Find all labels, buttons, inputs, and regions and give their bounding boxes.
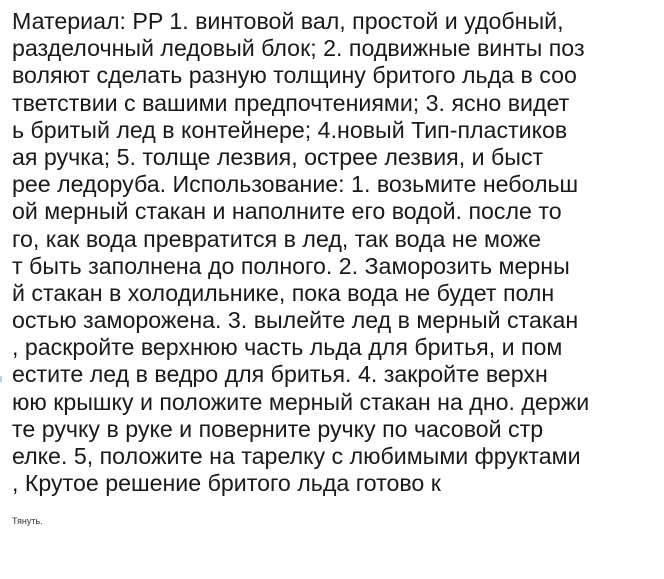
- description-line: , Крутое решение бритого льда готово к: [12, 470, 441, 497]
- description-line: елке. 5, положите на тарелку с любимыми фруктами: [12, 443, 581, 469]
- description-line: , раскройте верхнюю часть льда для бритья, и пом: [12, 334, 563, 361]
- description-line: естите лед в ведро для бритья. 4. закройте верхн: [12, 361, 548, 388]
- description-line: т быть заполнена до полного. 2. Заморозить мерны: [12, 252, 570, 279]
- description-line: Материал: PP 1. винтовой вал, простой и удобный,: [12, 8, 564, 34]
- description-line: юю крышку и положите мерный стакан на дно. держи: [12, 388, 590, 415]
- footer-note: Тянуть.: [12, 516, 43, 526]
- description-text-block: [12, 8, 662, 497]
- description-line: ь бритый лед в контейнере; 4.новый Тип-пластиков: [12, 116, 568, 143]
- description-line: го, как вода превратится в лед, так вода не може: [12, 225, 542, 252]
- description-line: те ручку в руке и поверните ручку по часовой стр: [12, 415, 544, 442]
- description-line: ой мерный стакан и наполните его водой. после то: [12, 198, 562, 225]
- edge-marker: [0, 376, 2, 382]
- description-line: разделочный ледовый блок; 2. подвижные винты поз: [12, 35, 585, 62]
- description-line: тветствии с вашими предпочтениями; 3. ясно видет: [12, 89, 570, 116]
- description-line: остью заморожена. 3. вылейте лед в мерный стакан: [12, 307, 579, 334]
- description-line: ая ручка; 5. толще лезвия, острее лезвия, и быст: [12, 143, 544, 170]
- description-line: воляют сделать разную толщину бритого льда в соо: [12, 62, 577, 89]
- description-line: й стакан в холодильнике, пока вода не будет полн: [12, 279, 555, 306]
- description-line: рее ледоруба. Использование: 1. возьмите небольш: [12, 171, 579, 198]
